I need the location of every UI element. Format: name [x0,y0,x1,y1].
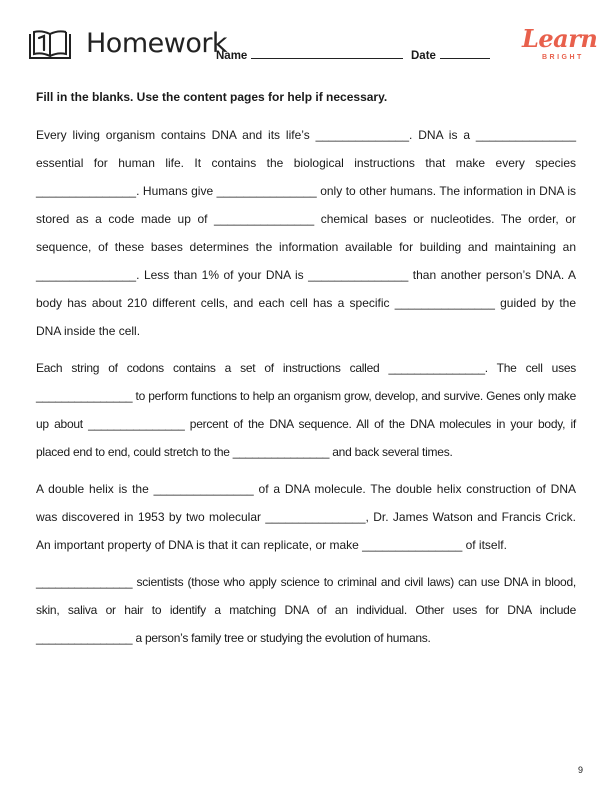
page-number: 9 [578,765,584,775]
page-title: Homework [86,28,228,59]
logo-text: Learn [522,24,598,53]
book-icon [26,26,74,62]
instructions: Fill in the blanks. Use the content pages for help if necessary. [36,90,388,104]
name-field[interactable] [216,47,403,62]
paragraph-2[interactable]: Each string of codons contains a set of instructions called _______________. The cell uses _______________ to perform functions to help an organism grow, develop, and survive. Genes only make up about _______________ percent of the DNA sequence. All of the DNA molecules in your body, if placed end to end, could stretch to the _______________ and back several times. [36,361,576,459]
date-label: Date [411,50,436,62]
date-blank[interactable] [440,47,490,59]
date-field[interactable] [411,47,490,62]
name-label: Name [216,50,248,62]
worksheet-body [36,121,576,661]
paragraph-4[interactable]: _______________ scientists (those who apply science to criminal and civil laws) can use DNA in blood, skin, saliva or hair to identify a matching DNA of an individual. Other uses for DNA include _______________ a person’s family tree or studying the evolution of humans. [36,575,576,645]
paragraph-3[interactable]: A double helix is the _______________ of a DNA molecule. The double helix construction of DNA was discovered in 1953 by two molecular _______________, Dr. James Watson and Francis Crick. An important property of DNA is that it can replicate, or make _______________ of itself. [36,482,576,552]
name-blank[interactable] [251,47,403,59]
logo-subtext: BRIGHT [542,54,584,61]
learn-bright-logo [520,22,598,70]
paragraph-1[interactable]: Every living organism contains DNA and its life’s ______________. DNA is a _______________ essential for human life. It contains the biological instructions that make every species _______________. Humans give _______________ only to other humans. The information in DNA is stored as a code made up of _______________ chemical bases or nucleotides. The order, or sequence, of these bases determines the information available for building and maintaining an _______________. Less than 1% of your DNA is _______________ than another person’s DNA. A body has about 210 different cells, and each cell has a specific _______________ guided by the DNA inside the cell. [36,128,576,338]
page-header [24,22,598,74]
